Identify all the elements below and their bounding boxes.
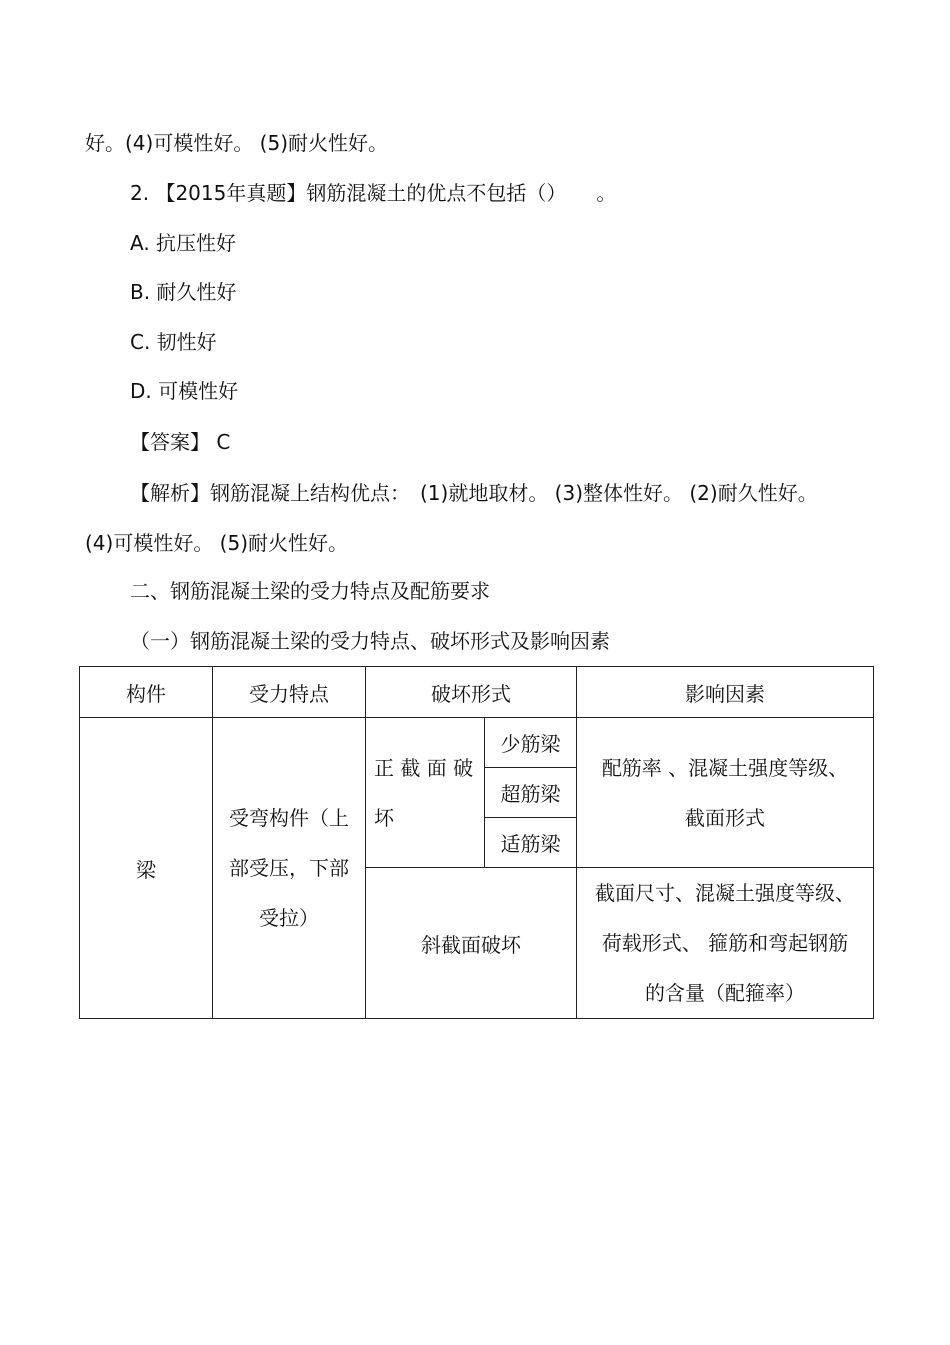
answer: 【答案】 C <box>130 430 231 454</box>
explanation-line-2: (4)可模性好。 (5)耐火性好。 <box>85 531 349 555</box>
question-stem: 2. 【2015年真题】钢筋混凝土的优点不包括（） 。 <box>130 181 617 205</box>
beam-table <box>79 666 874 1019</box>
oblique-section-cell: 斜截面破坏 <box>366 868 577 1019</box>
text-line: 好。(4)可模性好。 (5)耐火性好。 <box>85 131 389 155</box>
oblique-factor-line-2: 荷载形式、 箍筋和弯起钢筋 <box>601 931 849 955</box>
header-failure: 破坏形式 <box>366 667 577 718</box>
oblique-factor-line-1: 截面尺寸、混凝土强度等级、 <box>595 881 855 905</box>
force-line-2: 部受压，下部 <box>229 856 349 880</box>
normal-factors-cell <box>577 718 874 868</box>
normal-section-cell <box>366 718 485 868</box>
force-line-1: 受弯构件（上 <box>229 806 349 830</box>
option-d: D. 可模性好 <box>130 379 239 403</box>
normal-factor-line-1: 配筋率 、混凝土强度等级、 <box>601 755 849 780</box>
header-force: 受力特点 <box>213 667 366 718</box>
beam-type-balanced: 适筋梁 <box>485 818 577 868</box>
force-cell <box>213 718 366 1019</box>
oblique-factor-line-3: 的含量（配箍率） <box>645 981 805 1005</box>
force-line-3: 受拉） <box>259 906 319 930</box>
header-member: 构件 <box>80 667 213 718</box>
header-factors: 影响因素 <box>577 667 874 718</box>
normal-line-2: 坏 <box>374 805 394 830</box>
member-value: 梁 <box>136 857 156 882</box>
section-heading: 二、钢筋混凝土梁的受力特点及配筋要求 <box>130 579 490 603</box>
beam-type-over: 超筋梁 <box>485 768 577 818</box>
oblique-factors-cell <box>577 868 874 1019</box>
table-header-row <box>80 667 874 718</box>
normal-factor-line-2: 截面形式 <box>685 805 765 830</box>
option-c: C. 韧性好 <box>130 330 217 354</box>
table-row <box>80 718 874 768</box>
option-a: A. 抗压性好 <box>130 231 237 255</box>
normal-line-1: 正 截 面 破 <box>374 755 474 780</box>
member-cell <box>80 718 213 1019</box>
option-b: B. 耐久性好 <box>130 280 237 304</box>
beam-type-under: 少筋梁 <box>485 718 577 768</box>
subsection-heading: （一）钢筋混凝土梁的受力特点、破坏形式及影响因素 <box>130 629 610 653</box>
explanation-line-1: 【解析】钢筋混凝上结构优点： (1)就地取材。 (3)整体性好。 (2)耐久性好。 <box>130 481 818 505</box>
